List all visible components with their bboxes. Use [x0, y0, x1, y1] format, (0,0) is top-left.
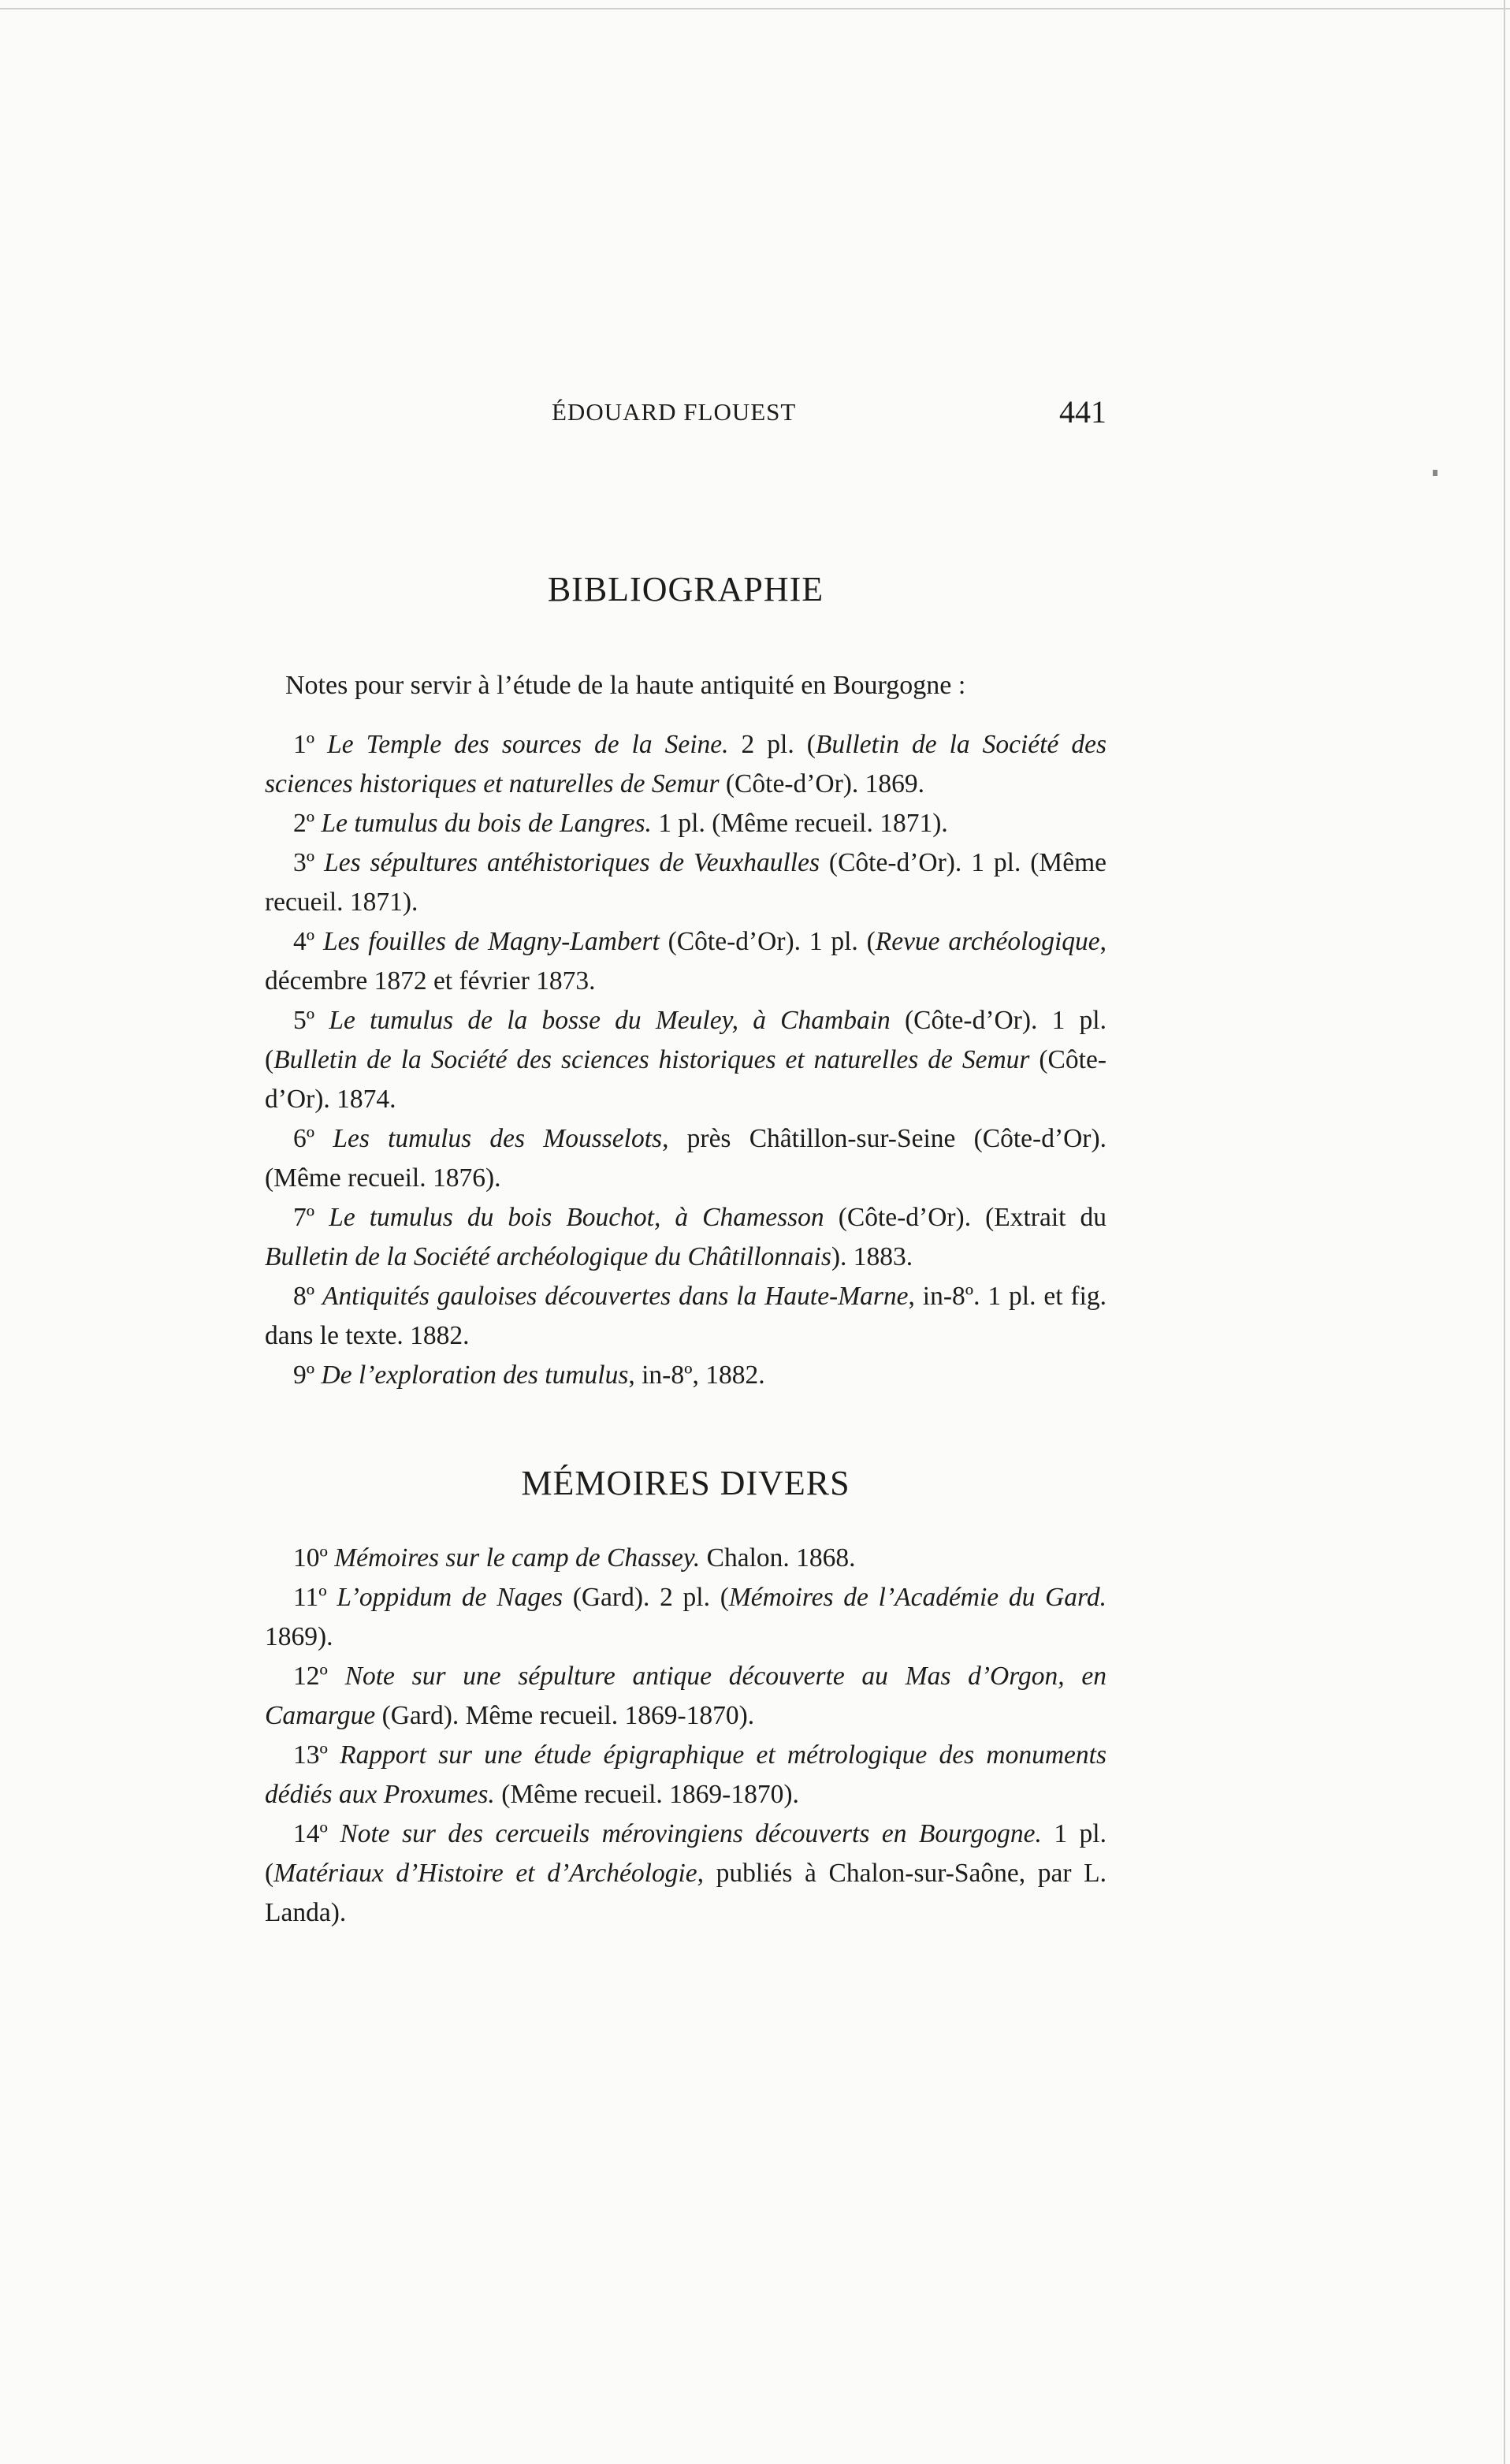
- memoire-entry: 13º Rapport sur une étude épigraphique et métrologique des monuments dédiés aux Proxumes. (Même recueil. 1869-1870).: [265, 1740, 1106, 1809]
- section-title-bibliographie: BIBLIOGRAPHIE: [547, 570, 824, 609]
- memoire-entry: 14º Note sur des cercueils mérovingiens découverts en Bourgogne. 1 pl. (Matériaux d’Histoire et d’Archéologie, publiés à Chalon-sur-Saône, par L. Landa).: [265, 1819, 1106, 1927]
- page-header: [268, 394, 1106, 437]
- memoire-entry: 11º L’oppidum de Nages (Gard). 2 pl. (Mémoires de l’Académie du Gard. 1869).: [265, 1583, 1106, 1651]
- bibliography-intro: Notes pour servir à l’étude de la haute antiquité en Bourgogne :: [285, 671, 966, 700]
- running-title: ÉDOUARD FLOUEST: [552, 398, 797, 426]
- bibliography-entry: 7º Le tumulus du bois Bouchot, à Chamesson (Côte-d’Or). (Extrait du Bulletin de la Société archéologique du Châtillonnais). 1883.: [265, 1203, 1106, 1271]
- bibliography-entry: 9º De l’exploration des tumulus, in-8º, 1882.: [293, 1360, 765, 1390]
- bibliography-entry: 3º Les sépultures antéhistoriques de Veuxhaulles (Côte-d’Or). 1 pl. (Même recueil. 1871).: [265, 848, 1106, 917]
- scan-speck: [1433, 470, 1437, 476]
- top-scan-edge: [0, 8, 1510, 9]
- memoire-entry: 10º Mémoires sur le camp de Chassey. Chalon. 1868.: [293, 1543, 856, 1573]
- bibliography-entry: 5º Le tumulus de la bosse du Meuley, à Chambain (Côte-d’Or). 1 pl. (Bulletin de la Société des sciences historiques et naturelles de Semur (Côte-d’Or). 1874.: [265, 1006, 1106, 1114]
- bibliography-list: [265, 725, 1106, 1395]
- bibliography-entry: 6º Les tumulus des Mousselots, près Châtillon-sur-Seine (Côte-d’Or). (Même recueil. 1876).: [265, 1124, 1106, 1193]
- section-title-memoires-divers: MÉMOIRES DIVERS: [521, 1464, 850, 1502]
- memoire-entry: 12º Note sur une sépulture antique découverte au Mas d’Orgon, en Camargue (Gard). Même recueil. 1869-1870).: [265, 1662, 1106, 1730]
- page-number: 441: [1059, 394, 1106, 430]
- bibliography-entry: 2º Le tumulus du bois de Langres. 1 pl. (Même recueil. 1871).: [293, 809, 948, 838]
- memoires-list: [265, 1539, 1106, 1933]
- bibliography-entry: 8º Antiquités gauloises découvertes dans la Haute-Marne, in-8º. 1 pl. et fig. dans le texte. 1882.: [265, 1282, 1107, 1350]
- right-scan-edge: [1504, 0, 1505, 2464]
- bibliography-entry: 4º Les fouilles de Magny-Lambert (Côte-d’Or). 1 pl. (Revue archéologique, décembre 1872 et février 1873.: [265, 927, 1106, 996]
- bibliography-entry: 1º Le Temple des sources de la Seine. 2 pl. (Bulletin de la Société des sciences historiques et naturelles de Semur (Côte-d’Or). 1869.: [265, 730, 1107, 798]
